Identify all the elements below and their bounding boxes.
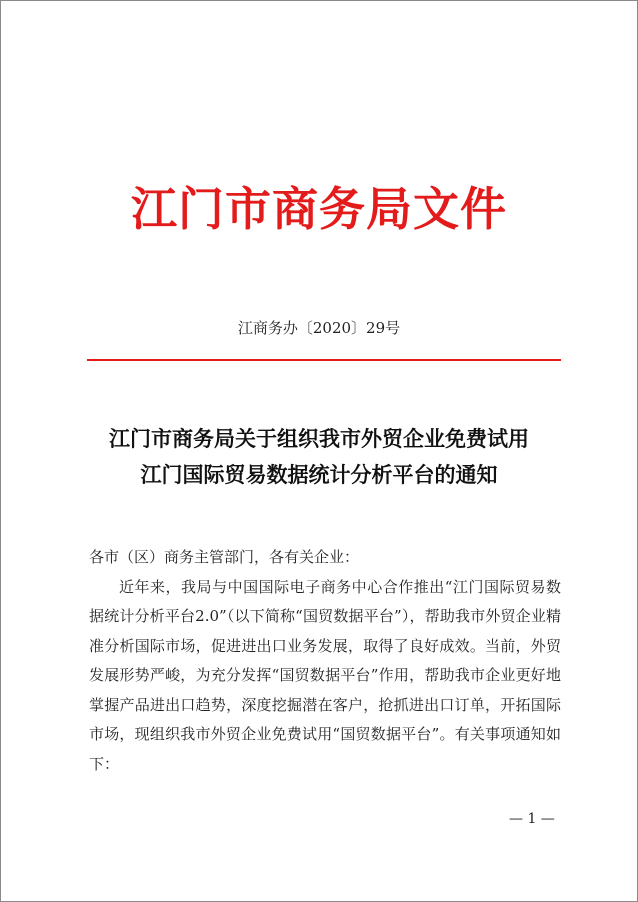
page-number: — 1 — [509,811,555,827]
document-number: 江商务办〔2020〕29号 [237,319,401,337]
notice-title [41,421,597,493]
notice-title-line-2: 江门国际贸易数据统计分析平台的通知 [140,462,498,487]
notice-title-line-1: 江门市商务局关于组织我市外贸企业免费试用 [109,426,529,451]
salutation: 各市（区）商务主管部门，各有关企业： [89,548,360,566]
notice-body [89,543,561,779]
body-paragraph: 近年来，我局与中国国际电子商务中心合作推出“江门国际贸易数据统计分析平台2.0”（以下简称“国贸数据平台”），帮助我市外贸企业精准分析国际市场，促进进出口业务发展，取得了良好成效。当前，外贸发展形势严峻，为充分发挥“国贸数据平台”作用，帮助我市企业更好地掌握产品进出口趋势，深度挖掘潜在客户，抢抓进出口订单，开拓国际市场，现组织我市外贸企业免费试用“国贸数据平台”。有关事项通知如下： [89,577,561,773]
document-header-title: 江门市商务局文件 [131,182,507,236]
red-divider-line [87,359,561,361]
